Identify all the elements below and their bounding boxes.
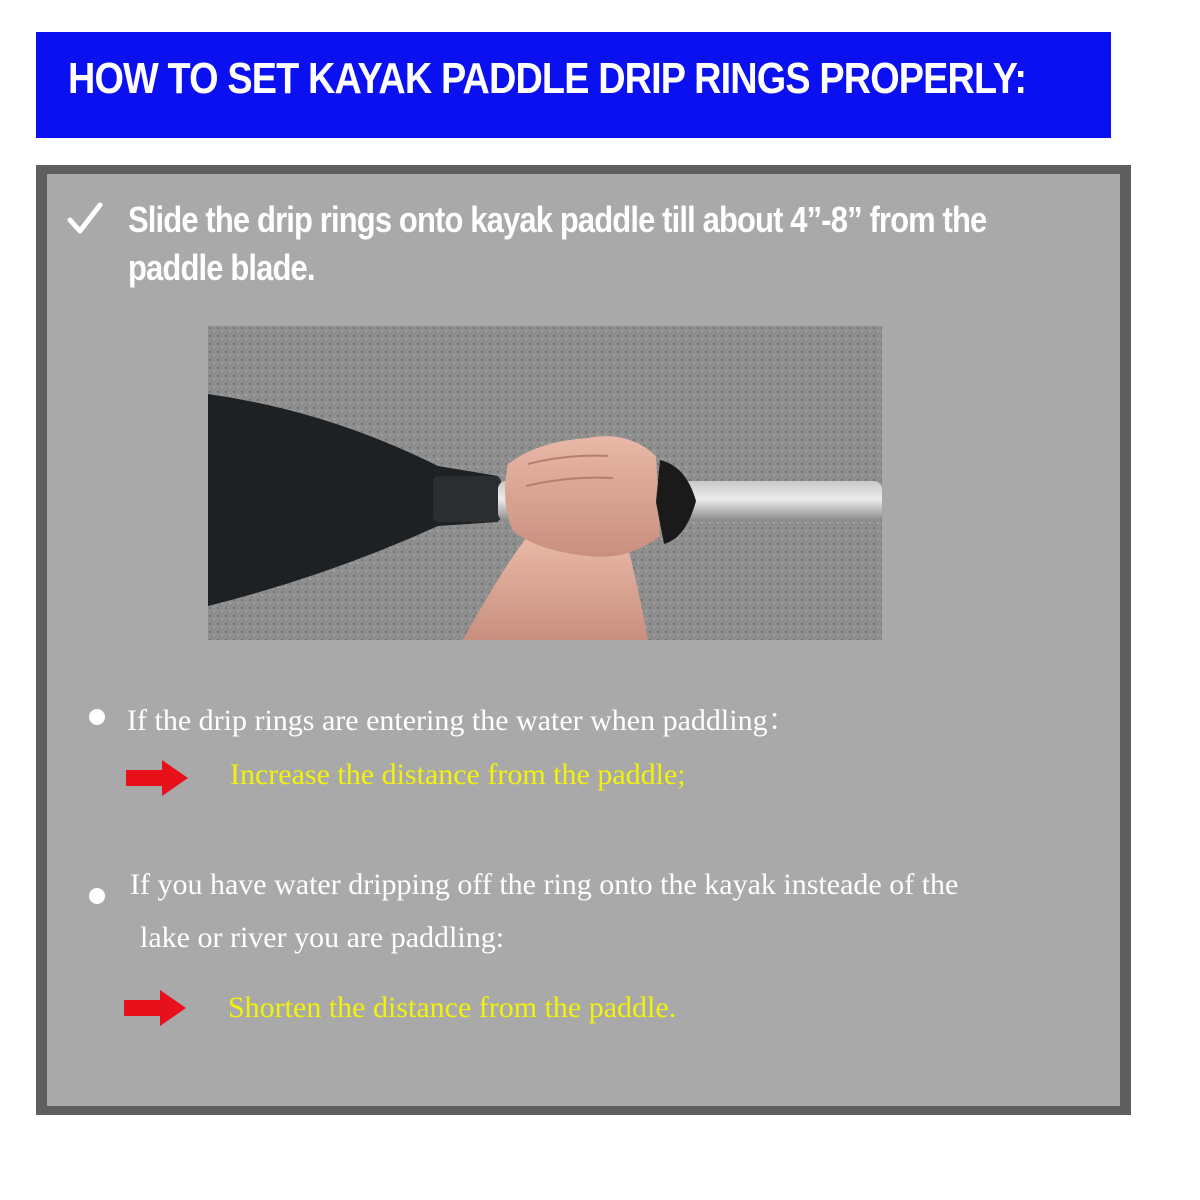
condition-2-text-line1: If you have water dripping off the ring onto the kayak insteade of the [130,868,959,901]
bullet-1 [89,709,105,725]
checkmark-icon [66,200,104,238]
red-arrow-icon [124,990,186,1026]
bullet-2 [89,888,105,904]
instruction-panel-body [47,174,1120,1106]
title-banner [36,32,1111,138]
step-instruction: Slide the drip rings onto kayak paddle till about 4”-8” from the paddle blade. [128,199,987,288]
paddle-photo [208,326,882,640]
page-title: HOW TO SET KAYAK PADDLE DRIP RINGS PROPERLY: [68,54,1027,103]
action-2-text: Shorten the distance from the paddle. [228,991,677,1024]
action-1-text: Increase the distance from the paddle; [230,758,686,791]
red-arrow-icon [126,760,188,796]
instruction-panel [36,165,1131,1115]
condition-1-text: If the drip rings are entering the water when paddling： [127,704,798,737]
condition-2-text-line2: lake or river you are paddling: [140,921,505,954]
